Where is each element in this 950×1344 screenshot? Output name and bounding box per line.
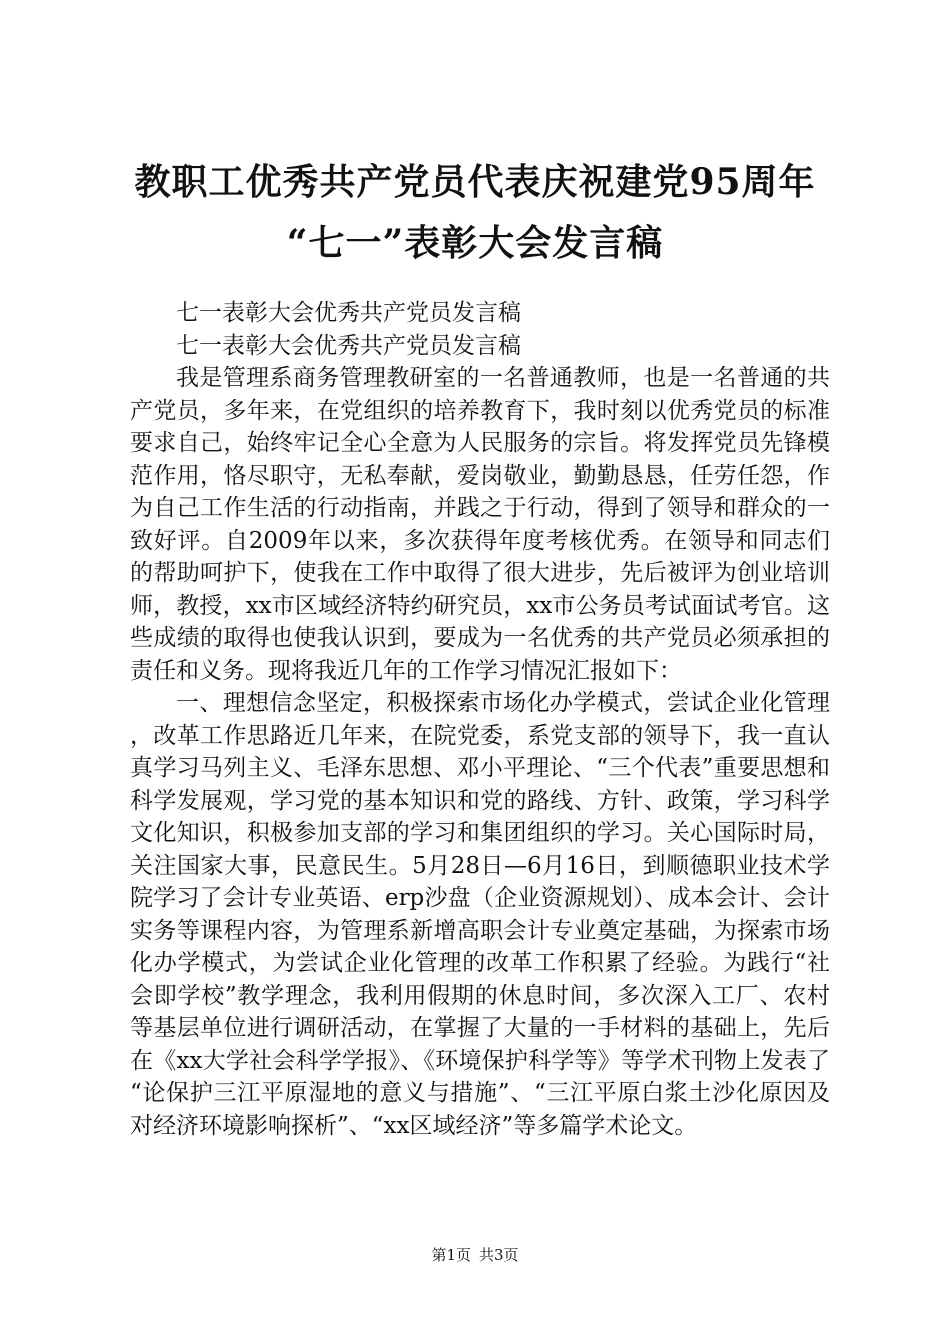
subtitle-paragraph: 七一表彰大会优秀共产党员发言稿 xyxy=(176,332,521,359)
page-number: 第1页 xyxy=(431,1246,471,1264)
document-body xyxy=(130,297,830,1142)
body-paragraph: 我是管理系商务管理教研室的一名普通教师，也是一名普通的共产党员，多年来，在党组织的培养教育下，我时刻以优秀党员的标准要求自己，始终牢记全心全意为人民服务的宗旨。将发挥党员先锋模范作用，恪尽职守，无私奉献，爱岗敬业，勤勤恳恳，任劳任怨，作为自己工作生活的行动指南，并践之于行动，得到了领导和群众的一致好评。自2009年以来，多次获得年度考核优秀。在领导和同志们的帮助呵护下，使我在工作中取得了很大进步，先后被评为创业培训师，教授，xx市区域经济特约研究员，xx市公务员考试面试考官。这些成绩的取得也使我认识到，要成为一名优秀的共产党员必须承担的责任和义务。现将我近几年的工作学习情况汇报如下： xyxy=(130,365,830,684)
page-total: 共3页 xyxy=(479,1246,519,1264)
page-footer xyxy=(0,1245,950,1265)
body-paragraph: 一、理想信念坚定，积极探索市场化办学模式，尝试企业化管理，改革工作思路近几年来，在院党委，系党支部的领导下，我一直认真学习马列主义、毛泽东思想、邓小平理论、“三个代表”重要思想和科学发展观，学习党的基本知识和党的路线、方针、政策，学习科学文化知识，积极参加支部的学习和集团组织的学习。关心国际时局，关注国家大事，民意民生。5月28日—6月16日，到顺德职业技术学院学习了会计专业英语、erp沙盘（企业资源规划）、成本会计、会计实务等课程内容，为管理系新增高职会计专业奠定基础，为探索市场化办学模式，为尝试企业化管理的改革工作积累了经验。为践行“社会即学校”教学理念，我利用假期的休息时间，多次深入工厂、农村等基层单位进行调研活动，在掌握了大量的一手材料的基础上，先后在《xx大学社会科学学报》、《环境保护科学等》等学术刊物上发表了“论保护三江平原湿地的意义与措施”、“三江平原白浆土沙化原因及对经济环境影响探析”、“xx区域经济”等多篇学术论文。 xyxy=(130,690,830,1139)
subtitle-paragraph: 七一表彰大会优秀共产党员发言稿 xyxy=(176,300,521,326)
document-title-line-1: 教职工优秀共产党员代表庆祝建党95周年 xyxy=(134,161,816,203)
document-title-line-2: “七一”表彰大会发言稿 xyxy=(286,222,664,264)
